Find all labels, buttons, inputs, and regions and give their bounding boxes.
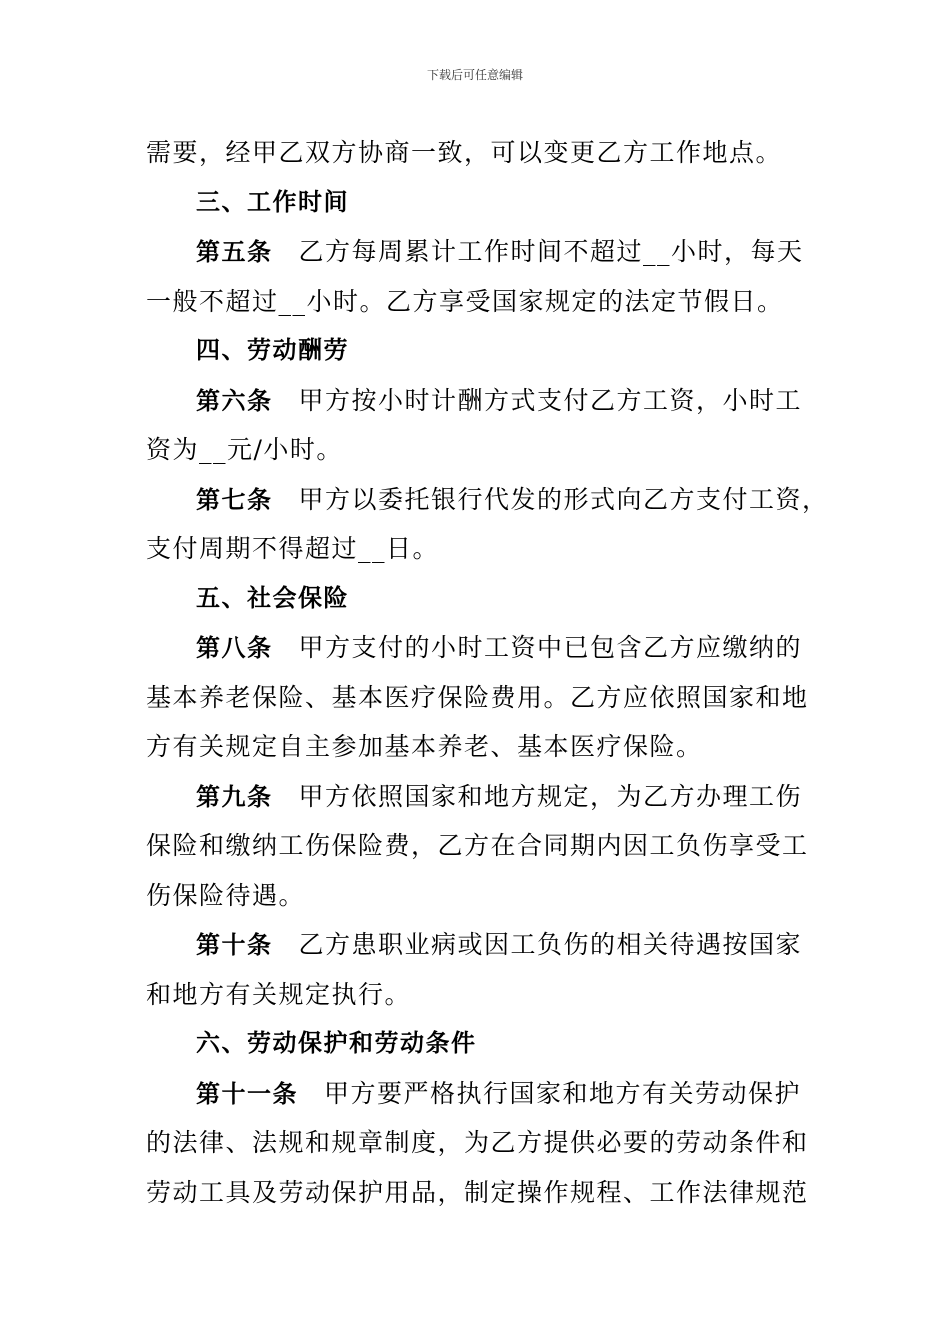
article-label: 第六条 xyxy=(196,386,273,415)
article-text: 甲方按小时计酬方式支付乙方工资，小时工 xyxy=(298,385,803,415)
article-line xyxy=(146,623,806,673)
article-text: 乙方患职业病或因工负伤的相关待遇按国家 xyxy=(298,930,803,959)
body-text-line: 支付周期不得超过__日。 xyxy=(146,534,440,563)
article-label: 第七条 xyxy=(196,485,273,514)
article-line xyxy=(146,475,829,525)
article-line xyxy=(146,772,806,822)
article-line xyxy=(146,227,806,277)
body-text-line: 保险和缴纳工伤保险费，乙方在合同期内因工负伤享受工 xyxy=(146,831,809,860)
document-body xyxy=(146,128,829,1217)
article-label: 第五条 xyxy=(196,238,273,266)
body-text-line: 基本养老保险、基本医疗保险费用。乙方应依照国家和地 xyxy=(146,682,809,712)
section-heading: 五、社会保险 xyxy=(196,583,349,612)
body-text-line: 和地方有关规定执行。 xyxy=(146,979,412,1009)
article-line xyxy=(146,1069,806,1119)
article-line xyxy=(146,920,806,970)
article-text: 乙方每周累计工作时间不超过__小时，每天 xyxy=(298,237,804,266)
article-text: 甲方要严格执行国家和地方有关劳动保护 xyxy=(324,1078,802,1108)
body-text-line: 伤保险待遇。 xyxy=(146,880,306,910)
article-label: 第十一条 xyxy=(196,1079,298,1108)
body-text-line: 需要，经甲乙双方协商一致，可以变更乙方工作地点。 xyxy=(146,138,783,167)
page-header: 下载后可任意编辑 xyxy=(426,68,523,82)
body-text-line: 方有关规定自主参加基本养老、基本医疗保险。 xyxy=(146,732,703,761)
body-text-line: 一般不超过__小时。乙方享受国家规定的法定节假日。 xyxy=(146,286,784,316)
section-heading: 三、工作时间 xyxy=(196,187,349,216)
article-line xyxy=(146,376,806,426)
section-heading: 六、劳动保护和劳动条件 xyxy=(196,1029,477,1057)
body-text-line: 劳动工具及劳动保护用品，制定操作规程、工作法律规范 xyxy=(146,1177,809,1207)
body-text-line: 的法律、法规和规章制度，为乙方提供必要的劳动条件和 xyxy=(146,1128,809,1157)
article-text: 甲方依照国家和地方规定，为乙方办理工伤 xyxy=(298,781,803,811)
body-text-line: 资为__元/小时。 xyxy=(146,435,343,464)
article-text: 甲方支付的小时工资中已包含乙方应缴纳的 xyxy=(298,633,803,662)
section-heading: 四、劳动酬劳 xyxy=(196,336,349,364)
article-label: 第十条 xyxy=(196,931,273,959)
article-label: 第九条 xyxy=(196,782,273,811)
article-text: 甲方以委托银行代发的形式向乙方支付工资， xyxy=(298,484,829,514)
article-label: 第八条 xyxy=(196,634,273,662)
